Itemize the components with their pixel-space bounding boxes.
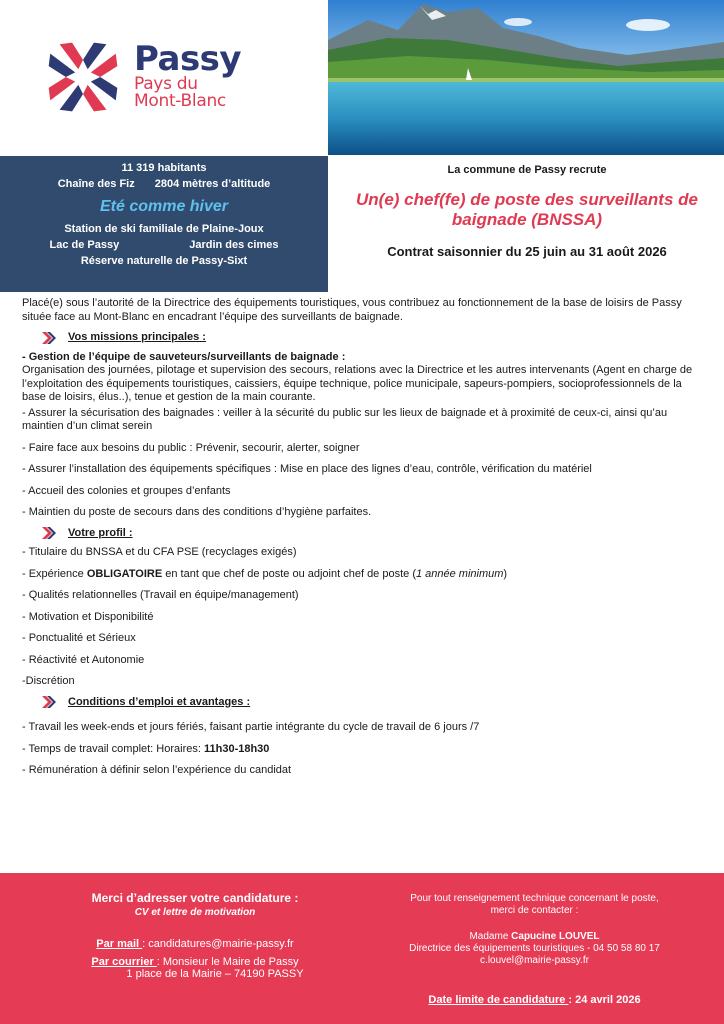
landscape-illustration: [328, 0, 724, 155]
intro-paragraph: Placé(e) sous l’autorité de la Directrice des équipements touristiques, vous contribuez au fonctionnement de la base de loisirs de Passy située face au Mont-Blanc en encadrant l’équipe des surveillants de baignade.: [22, 297, 682, 323]
missions-heading: [42, 331, 704, 345]
condition-item-hours: [22, 743, 704, 757]
contact-name: Capucine LOUVEL: [511, 931, 600, 942]
apply-by-post: [40, 956, 350, 980]
logo-subtitle-2: Mont-Blanc: [134, 91, 226, 111]
logo-area: [0, 0, 328, 155]
mail-label: Par mail: [96, 938, 143, 950]
application-footer: [0, 873, 724, 1024]
garden: Jardin des cimes: [189, 239, 279, 251]
deadline-label: Date limite de candidature: [428, 994, 569, 1006]
logo-text: [134, 39, 242, 111]
conditions-heading: [42, 696, 704, 710]
mission-item: - Assurer l’installation des équipements spécifiques : Mise en place des lignes d’eau, contrôle, vérification du matériel: [22, 463, 592, 475]
nature-reserve: Réserve naturelle de Passy-Sixt: [80, 255, 248, 267]
mail-address[interactable]: : candidatures@mairie-passy.fr: [142, 938, 294, 950]
profil-heading: [42, 527, 704, 541]
missions-lead-text: Organisation des journées, pilotage et supervision des secours, relations avec la Directrice et les autres intervenants (Agent en charge de l’exploitation des équipements touristiques, caissiers, équipe technique, police municipale, sapeurs-pompiers, socioprofessionnels de la base de loisirs, élus..), tenue et gestion de la main courante.: [22, 364, 693, 403]
missions-lead-title: - Gestion de l’équipe de sauveteurs/surveillants de baignade :: [22, 350, 346, 363]
mission-item: - Faire face aux besoins du public : Prévenir, secourir, alerter, soigner: [22, 441, 360, 454]
job-description: [22, 293, 704, 786]
profil-item: - Titulaire du BNSSA et du CFA PSE (recyclages exigés): [22, 546, 297, 558]
exp-required: OBLIGATOIRE: [86, 567, 163, 580]
contact-name-line: [372, 931, 697, 943]
lake: Lac de Passy: [49, 239, 120, 251]
profil-item: -Discrétion: [22, 675, 75, 687]
contact-role: Directrice des équipements touristiques - 04 50 58 80 17: [409, 943, 660, 954]
hours-value: 11h30-18h30: [203, 742, 270, 755]
profil-heading-label: Votre profil :: [68, 526, 133, 539]
missions-lead: [22, 351, 704, 405]
info-line-2: merci de contacter :: [490, 905, 579, 916]
missions-heading-label: Vos missions principales :: [68, 331, 206, 343]
passy-logo-icon: [44, 38, 122, 116]
tagline: Eté comme hiver: [99, 198, 229, 215]
mission-item: - Accueil des colonies et groupes d’enfants: [22, 484, 231, 497]
profil-item: - Qualités relationnelles (Travail en équipe/management): [22, 589, 299, 601]
town-info-box: [0, 156, 328, 292]
exp-pre: - Expérience: [22, 567, 87, 580]
deadline-date: : 24 avril 2026: [568, 994, 641, 1006]
job-title: Un(e) chef(fe) de poste des surveillants de baignade (BNSSA): [356, 190, 698, 229]
hours-label: - Temps de travail complet: Horaires:: [22, 742, 204, 755]
profil-item: - Réactivité et Autonomie: [22, 653, 145, 666]
info-line-1: Pour tout renseignement technique concernant le poste,: [410, 893, 659, 904]
chevron-right-icon: [42, 527, 56, 539]
post-address: 1 place de la Mairie – 74190 PASSY: [126, 968, 304, 980]
mountain-chain: Chaîne des Fiz: [57, 178, 135, 190]
profil-item: - Motivation et Disponibilité: [22, 610, 154, 623]
recruitment-header: [330, 156, 724, 292]
ski-station: Station de ski familiale de Plaine-Joux: [64, 223, 264, 235]
exp-mid: en tant que chef de poste ou adjoint chef de poste (: [162, 567, 416, 580]
chain-altitude-line: [0, 176, 328, 192]
mission-item: - Maintien du poste de secours dans des conditions d’hygiène parfaites.: [22, 506, 372, 518]
contract-info: Contrat saisonnier du 25 juin au 31 août 2026: [387, 244, 667, 259]
deadline: [372, 994, 697, 1006]
profil-item: - Ponctualité et Sérieux: [22, 632, 136, 644]
post-recipient: : Monsieur le Maire de Passy: [156, 956, 299, 968]
logo-subtitle-1: Pays du: [134, 74, 198, 94]
application-instructions: [40, 891, 350, 980]
exp-post: ): [503, 567, 508, 580]
chevron-right-icon: [42, 332, 56, 344]
profil-item-experience: [22, 568, 704, 582]
population: 11 319 habitants: [121, 162, 207, 174]
altitude: 2804 mètres d’altitude: [154, 178, 271, 190]
mission-item: - Assurer la sécurisation des baignades : veiller à la sécurité du public sur les lieux de baignade et à proximité de ceux-ci, ainsi qu’au maintien d’un climat serein: [22, 406, 668, 432]
conditions-heading-label: Conditions d’emploi et avantages :: [68, 695, 251, 708]
contact-title: Madame: [469, 931, 512, 942]
condition-item: - Rémunération à définir selon l’expérience du candidat: [22, 764, 292, 776]
apply-title: Merci d’adresser votre candidature :: [91, 891, 299, 905]
apply-by-mail: [40, 938, 350, 950]
exp-minimum: 1 année minimum: [415, 567, 504, 580]
post-label: Par courrier: [91, 956, 157, 968]
contact-info: [372, 893, 697, 1006]
recruit-announcement: La commune de Passy recrute: [447, 164, 607, 176]
lake-mountain-photo: [328, 0, 724, 155]
chevron-right-icon: [42, 696, 56, 708]
lake-garden-line: [0, 237, 328, 253]
condition-item: - Travail les week-ends et jours fériés, faisant partie intégrante du cycle de travail de 6 jours /7: [22, 721, 480, 733]
logo-title: Passy: [134, 39, 242, 79]
contact-email[interactable]: c.louvel@mairie-passy.fr: [480, 955, 589, 966]
apply-subtitle: CV et lettre de motivation: [134, 907, 256, 918]
